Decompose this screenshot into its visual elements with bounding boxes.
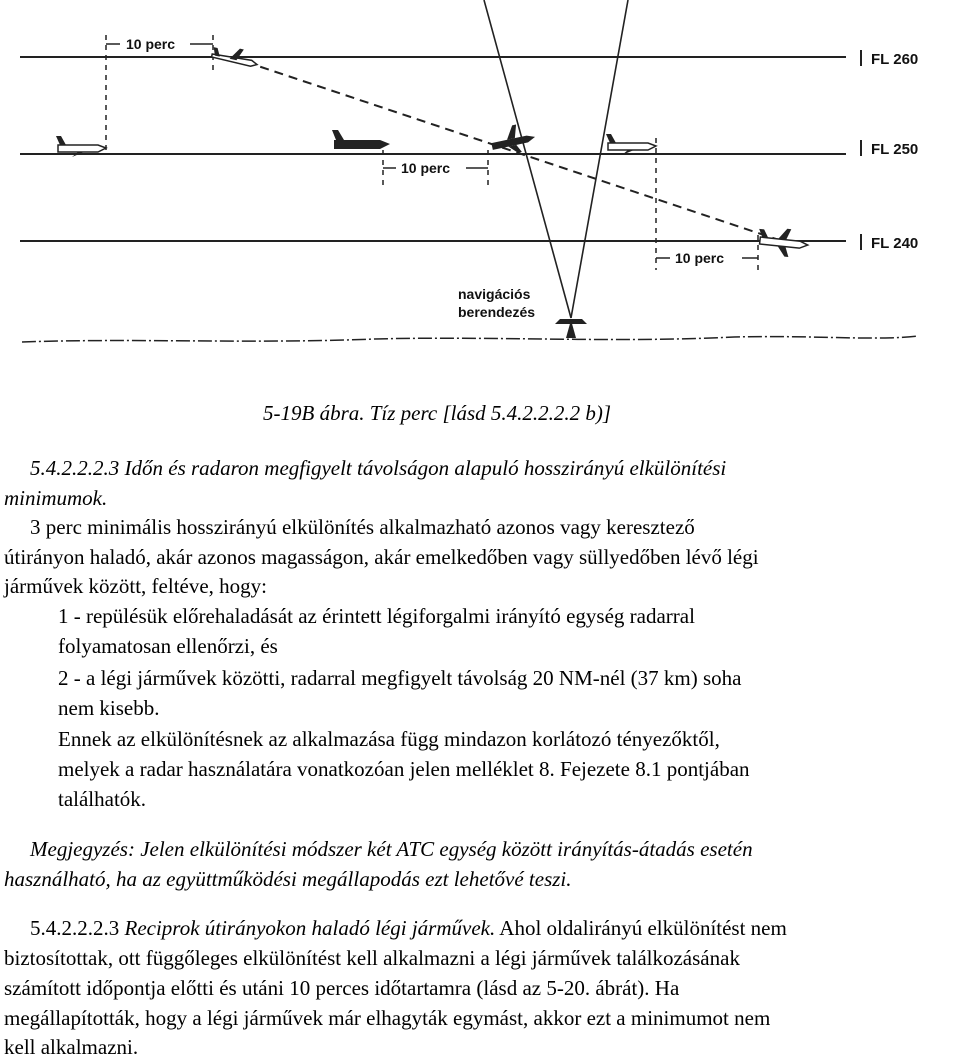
section1-para-line1: 3 perc minimális hosszirányú elkülönítés alkalmazható azonos vagy keresztező [30, 515, 695, 539]
nav-label-line1: navigációs [458, 286, 531, 302]
figure-caption: 5-19B ábra. Tíz perc [lásd 5.4.2.2.2.2 b)] [263, 401, 612, 425]
condition-1-line2: folyamatosan ellenőrzi, és [58, 634, 278, 658]
section2-line4: megállapították, hogy a légi járművek már elhagyták egymást, akkor ezt a minimumot nem [4, 1006, 771, 1030]
condition-2-line1: 2 - a légi járművek közötti, radarral megfigyelt távolság 20 NM-nél (37 km) soha [58, 666, 742, 690]
section2-line3: számított időpontja előtti és utáni 10 perces időtartamra (lásd az 5-20. ábrát). Ha [4, 976, 680, 1000]
applicability-line3: találhatók. [58, 787, 147, 811]
section1-para-line3: járművek között, feltéve, hogy: [4, 574, 268, 598]
remark-line2: használható, ha az együttműködési megállapodás ezt lehetővé teszi. [4, 867, 572, 891]
section2-title: Reciprok útirányokon haladó légi járművek. [124, 916, 496, 940]
section2-line5: kell alkalmazni. [4, 1035, 139, 1059]
interval-label-bottom: 10 perc [675, 250, 725, 266]
section2-line1 [30, 913, 787, 943]
fl240-label: FL 240 [871, 235, 919, 252]
condition-1-line1: 1 - repülésük előrehaladását az érintett légiforgalmi irányító egység radarral [58, 604, 695, 628]
applicability-line2: melyek a radar használatára vonatkozóan jelen melléklet 8. Fejezete 8.1 pontjában [58, 757, 750, 781]
interval-label-middle: 10 perc [401, 160, 451, 176]
applicability-line1: Ennek az elkülönítésnek az alkalmazása függ mindazon korlátozó tényezőktől, [58, 727, 720, 751]
separation-diagram [14, 0, 942, 378]
nav-label-line2: berendezés [458, 304, 536, 320]
section2-line1-rest: Ahol oldalirányú elkülönítést nem [495, 916, 787, 940]
section2-number: 5.4.2.2.2.3 [30, 916, 125, 940]
section1-para-line2: útirányon haladó, akár azonos magasságon, akár emelkedőben vagy süllyedőben lévő légi [4, 545, 759, 569]
remark-line1: Megjegyzés: Jelen elkülönítési módszer két ATC egység között irányítás-átadás esetén [30, 837, 753, 861]
section1-heading-line1: 5.4.2.2.2.3 Időn és radaron megfigyelt távolságon alapuló hosszirányú elkülönítési [30, 456, 727, 480]
fl260-label: FL 260 [871, 51, 919, 68]
condition-2-line2: nem kisebb. [58, 696, 160, 720]
fl250-label: FL 250 [871, 141, 919, 158]
interval-label-top: 10 perc [126, 36, 176, 52]
section1-heading-line2: minimumok. [4, 486, 108, 510]
section2-line2: biztosítottak, ott függőleges elkülönítést kell alkalmazni a légi járművek találkozásának [4, 946, 740, 970]
